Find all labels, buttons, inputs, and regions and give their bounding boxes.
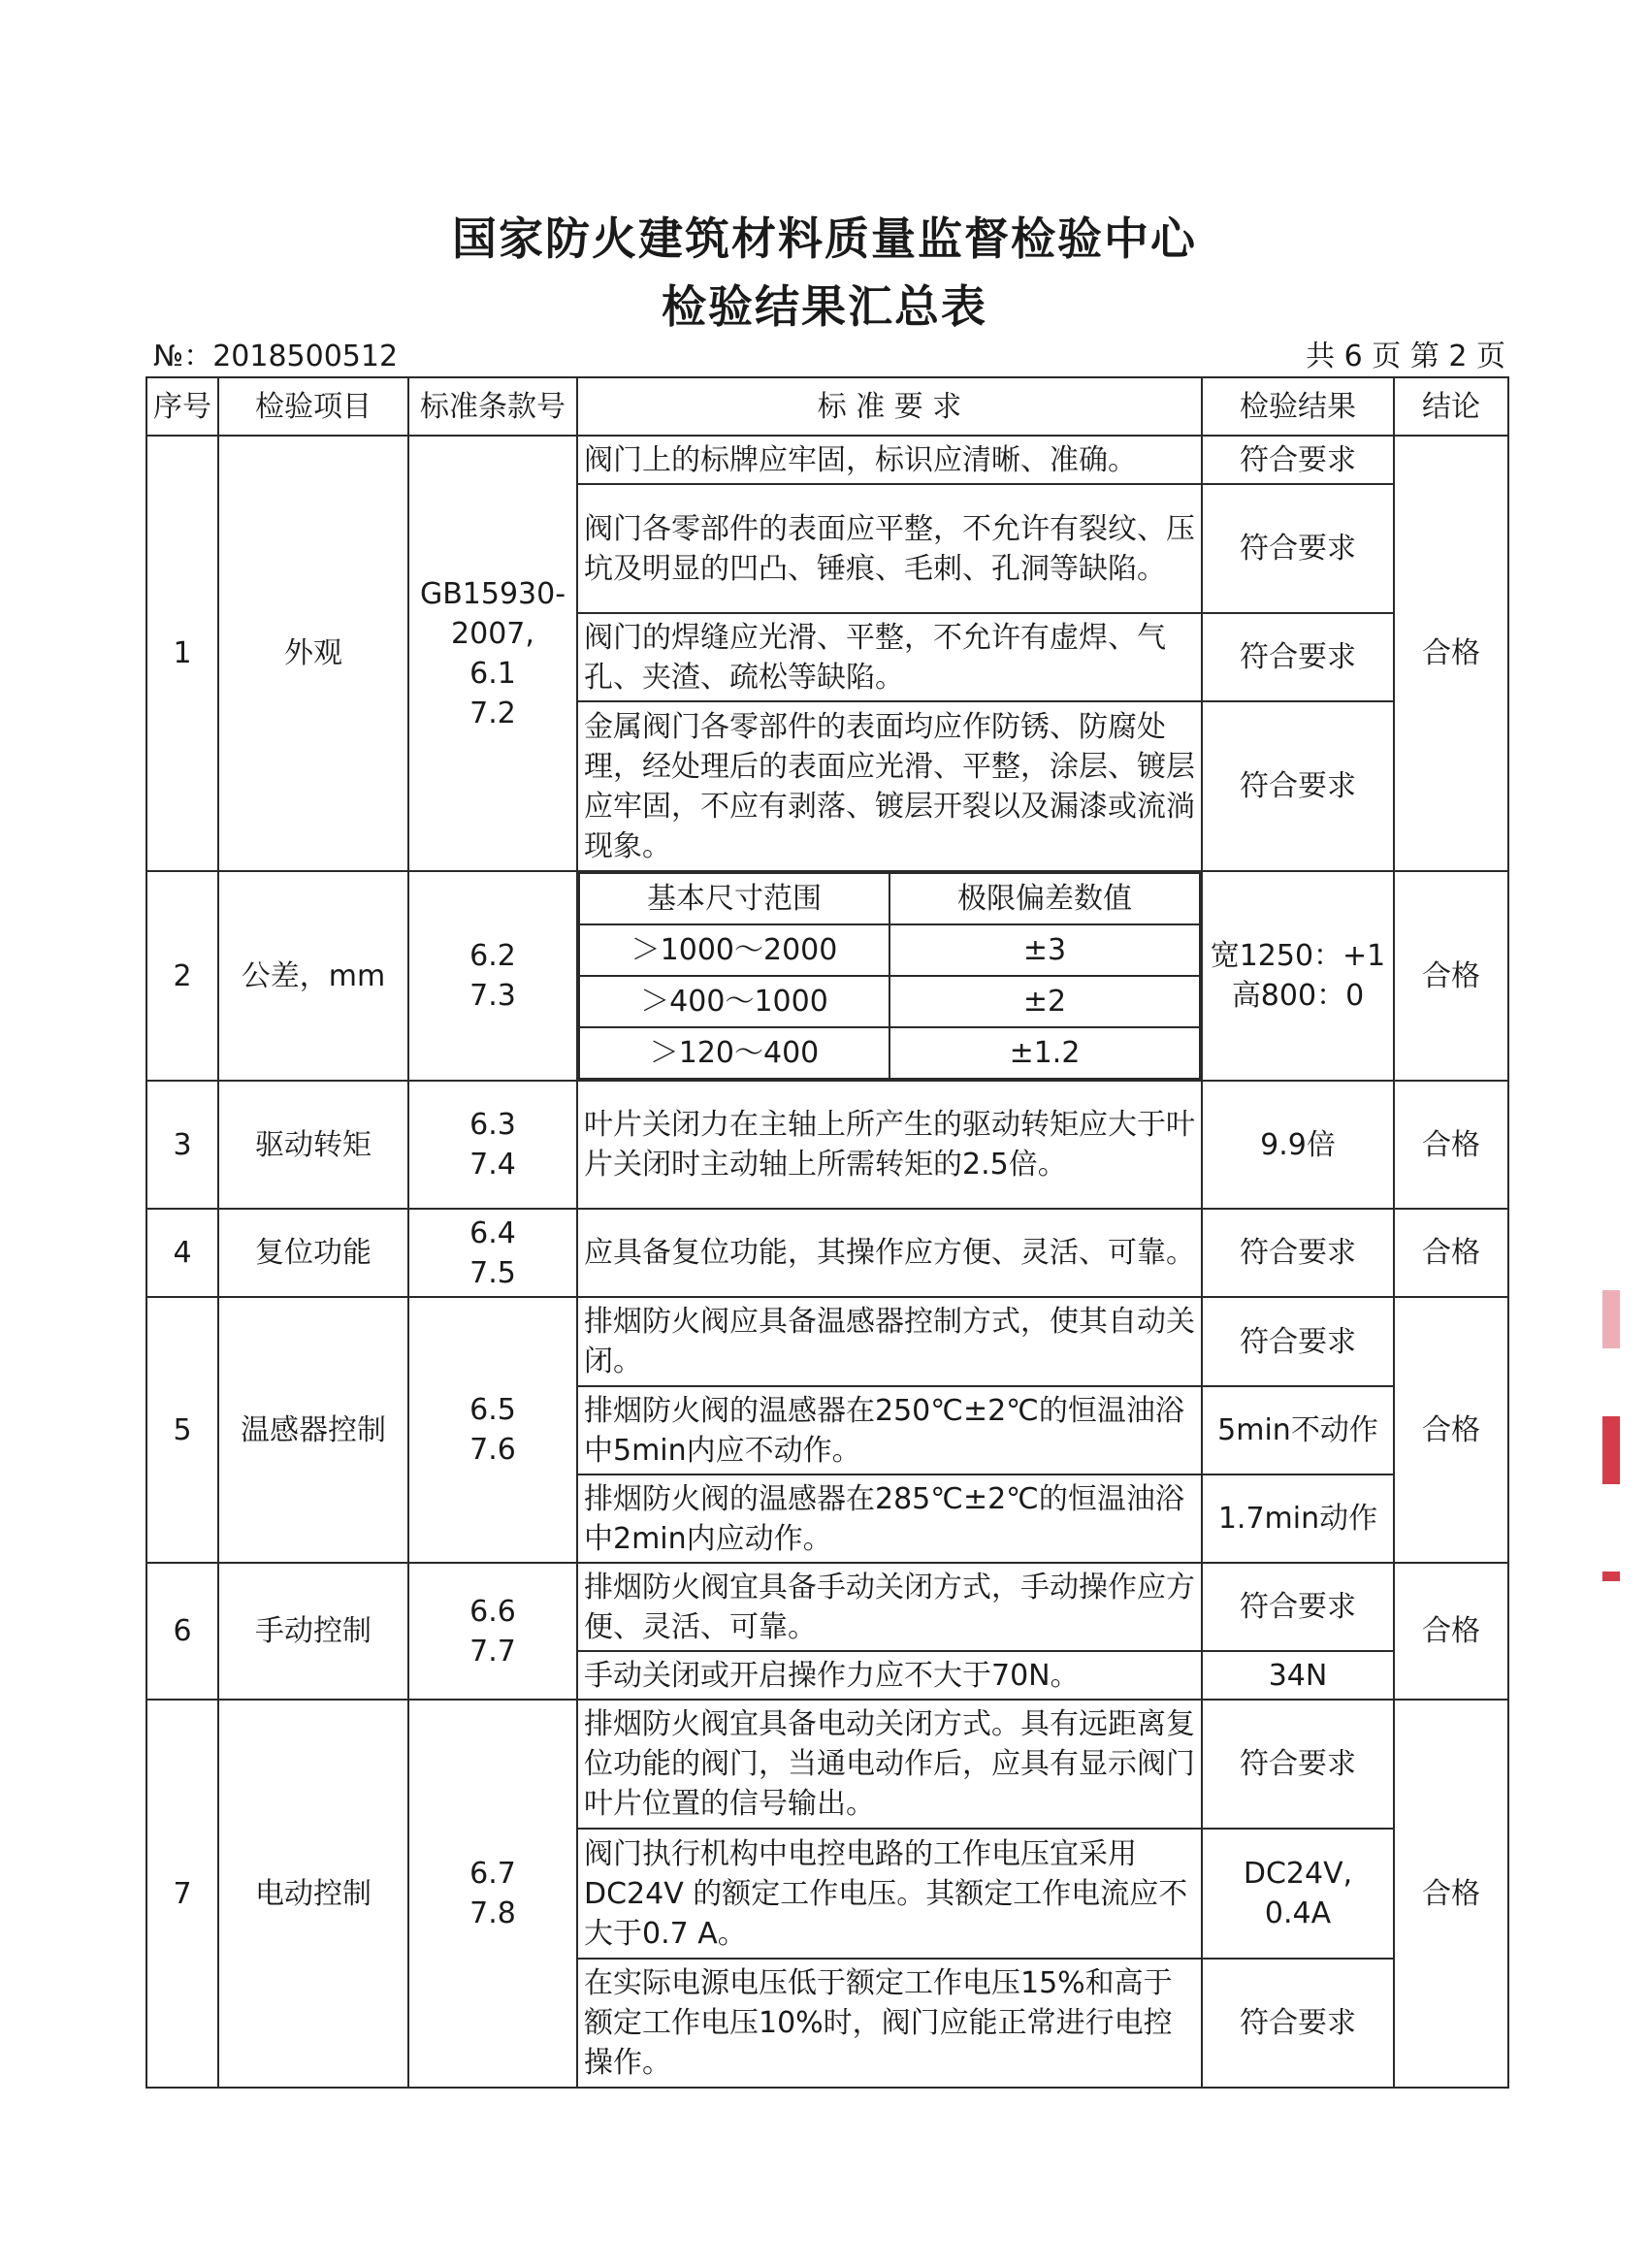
table-row (146, 1700, 1508, 1829)
column-header-requirement: 标 准 要 求 (577, 377, 1202, 436)
result-cell: 1.7min动作 (1202, 1474, 1394, 1563)
requirement-cell: 排烟防火阀宜具备手动关闭方式，手动操作应方便、灵活、可靠。 (577, 1563, 1202, 1651)
clause-cell: GB15930- 2007, 6.1 7.2 (408, 436, 577, 871)
conclusion-cell: 合格 (1394, 436, 1508, 871)
result-cell: 符合要求 (1202, 613, 1394, 701)
table-row (146, 1081, 1508, 1209)
tolerance-range: ＞120～400 (579, 1027, 889, 1079)
table-row (146, 871, 1508, 1081)
table-header-row (146, 377, 1508, 436)
seq-cell: 2 (146, 871, 218, 1081)
tolerance-range: ＞400～1000 (579, 976, 889, 1027)
seq-cell: 6 (146, 1563, 218, 1700)
tolerance-deviation: ±3 (889, 924, 1200, 976)
clause-cell: 6.7 7.8 (408, 1700, 577, 2088)
clause-cell: 6.5 7.6 (408, 1297, 577, 1563)
item-cell: 驱动转矩 (218, 1081, 408, 1209)
conclusion-cell: 合格 (1394, 1563, 1508, 1700)
seq-cell: 3 (146, 1081, 218, 1209)
conclusion-cell: 合格 (1394, 1081, 1508, 1209)
result-cell: 9.9倍 (1202, 1081, 1394, 1209)
tolerance-deviation: ±2 (889, 976, 1200, 1027)
result-cell: 符合要求 (1202, 436, 1394, 484)
requirement-cell: 应具备复位功能，其操作应方便、灵活、可靠。 (577, 1209, 1202, 1297)
result-cell: 符合要求 (1202, 701, 1394, 871)
clause-cell: 6.3 7.4 (408, 1081, 577, 1209)
seq-cell: 7 (146, 1700, 218, 2088)
tolerance-range: ＞1000～2000 (579, 924, 889, 976)
clause-cell: 6.6 7.7 (408, 1563, 577, 1700)
tolerance-header-row (579, 873, 1200, 924)
conclusion-cell: 合格 (1394, 871, 1508, 1081)
tolerance-table (578, 872, 1201, 1080)
seq-cell: 5 (146, 1297, 218, 1563)
item-cell: 公差，mm (218, 871, 408, 1081)
tolerance-deviation: ±1.2 (889, 1027, 1200, 1079)
tolerance-range-header: 基本尺寸范围 (579, 873, 889, 924)
table-row (146, 436, 1508, 484)
result-cell: 符合要求 (1202, 484, 1394, 613)
result-cell: DC24V, 0.4A (1202, 1829, 1394, 1959)
results-table (146, 376, 1509, 2089)
conclusion-cell: 合格 (1394, 1297, 1508, 1563)
requirement-cell: 排烟防火阀的温感器在285℃±2℃的恒温油浴中2min内应动作。 (577, 1474, 1202, 1563)
conclusion-cell: 合格 (1394, 1209, 1508, 1297)
result-cell: 符合要求 (1202, 1700, 1394, 1829)
result-cell: 宽1250：+1 高800：0 (1202, 871, 1394, 1081)
document-subtitle: 检验结果汇总表 (662, 280, 987, 333)
tolerance-row (579, 924, 1200, 976)
result-cell: 34N (1202, 1651, 1394, 1700)
requirement-cell: 阀门的焊缝应光滑、平整，不允许有虚焊、气孔、夹渣、疏松等缺陷。 (577, 613, 1202, 701)
item-cell: 外观 (218, 436, 408, 871)
column-header-seq: 序号 (146, 377, 218, 436)
requirement-cell: 金属阀门各零部件的表面均应作防锈、防腐处理，经处理后的表面应光滑、平整，涂层、镀层应牢固，不应有剥落、镀层开裂以及漏漆或流淌现象。 (577, 701, 1202, 871)
item-cell: 电动控制 (218, 1700, 408, 2088)
item-cell: 温感器控制 (218, 1297, 408, 1563)
tolerance-cell (577, 871, 1202, 1081)
clause-cell: 6.2 7.3 (408, 871, 577, 1081)
requirement-cell: 排烟防火阀应具备温感器控制方式，使其自动关闭。 (577, 1297, 1202, 1386)
table-row (146, 1563, 1508, 1651)
report-number: №：2018500512 (153, 340, 399, 373)
tolerance-row (579, 1027, 1200, 1079)
seal-stamp-fragment (1602, 1571, 1620, 1581)
column-header-conclusion: 结论 (1394, 377, 1508, 436)
seq-cell: 4 (146, 1209, 218, 1297)
column-header-item: 检验项目 (218, 377, 408, 436)
tolerance-row (579, 976, 1200, 1027)
requirement-cell: 阀门上的标牌应牢固，标识应清晰、准确。 (577, 436, 1202, 484)
result-cell: 5min不动作 (1202, 1386, 1394, 1474)
result-cell: 符合要求 (1202, 1563, 1394, 1651)
requirement-cell: 排烟防火阀宜具备电动关闭方式。具有远距离复位功能的阀门，当通电动作后，应具有显示阀门叶片位置的信号输出。 (577, 1700, 1202, 1829)
requirement-cell: 排烟防火阀的温感器在250℃±2℃的恒温油浴中5min内应不动作。 (577, 1386, 1202, 1474)
seal-stamp-fragment (1602, 1416, 1620, 1484)
table-row (146, 1209, 1508, 1297)
item-cell: 手动控制 (218, 1563, 408, 1700)
tolerance-deviation-header: 极限偏差数值 (889, 873, 1200, 924)
requirement-cell: 在实际电源电压低于额定工作电压15%和高于额定工作电压10%时，阀门应能正常进行电控操作。 (577, 1959, 1202, 2088)
requirement-cell: 阀门执行机构中电控电路的工作电压宜采用 DC24V 的额定工作电压。其额定工作电流应不大于0.7 A。 (577, 1829, 1202, 1959)
conclusion-cell: 合格 (1394, 1700, 1508, 2088)
requirement-cell: 手动关闭或开启操作力应不大于70N。 (577, 1651, 1202, 1700)
requirement-cell: 叶片关闭力在主轴上所产生的驱动转矩应大于叶片关闭时主动轴上所需转矩的2.5倍。 (577, 1081, 1202, 1209)
item-cell: 复位功能 (218, 1209, 408, 1297)
result-cell: 符合要求 (1202, 1959, 1394, 2088)
result-cell: 符合要求 (1202, 1209, 1394, 1297)
column-header-clause: 标准条款号 (408, 377, 577, 436)
table-row (146, 1297, 1508, 1386)
seal-stamp-fragment (1602, 1290, 1620, 1348)
document-title: 国家防火建筑材料质量监督检验中心 (452, 212, 1197, 265)
column-header-result: 检验结果 (1202, 377, 1394, 436)
result-cell: 符合要求 (1202, 1297, 1394, 1386)
seq-cell: 1 (146, 436, 218, 871)
page-indicator: 共 6 页 第 2 页 (1306, 340, 1505, 373)
clause-cell: 6.4 7.5 (408, 1209, 577, 1297)
requirement-cell: 阀门各零部件的表面应平整，不允许有裂纹、压坑及明显的凹凸、锤痕、毛刺、孔洞等缺陷。 (577, 484, 1202, 613)
